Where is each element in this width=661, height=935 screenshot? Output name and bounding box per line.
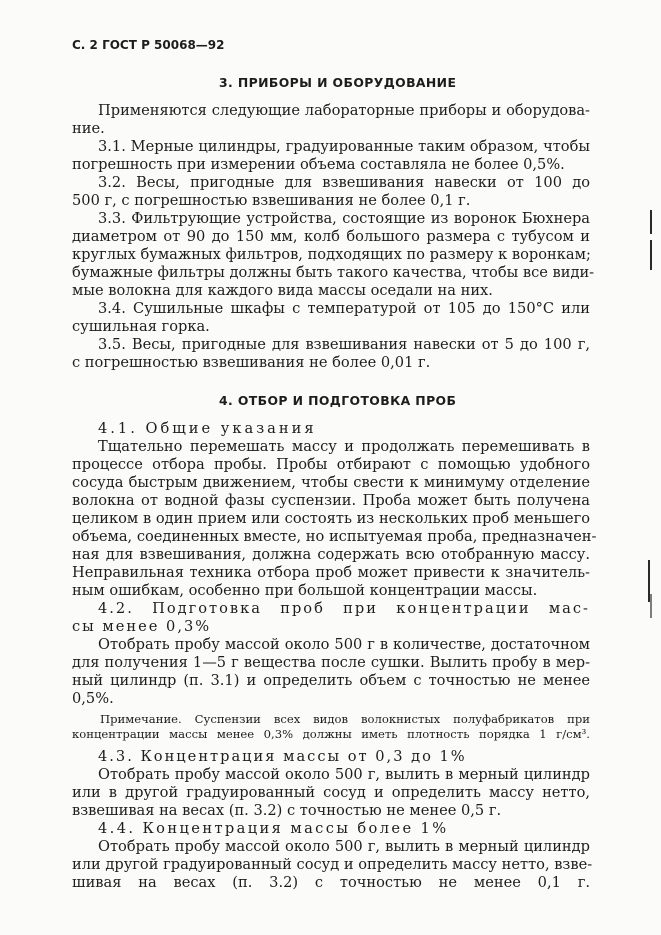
text-line: погрешность при измерении объема составляла не более 0,5%.	[72, 156, 565, 173]
subsection-title: 4.1. Общие указания	[98, 420, 317, 437]
text-line: круглых бумажных фильтров, подходящих по размеру к воронкам;	[72, 246, 591, 263]
text-line: или в другой градуированный сосуд и определить массу нетто,	[72, 784, 590, 801]
text-line: Применяются следующие лабораторные приборы и оборудова-	[98, 102, 590, 119]
section-3-heading: 3. ПРИБОРЫ И ОБОРУДОВАНИЕ	[219, 75, 457, 90]
note-line: Примечание. Суспензии всех видов волокнистых полуфабрикатов при	[100, 712, 590, 726]
text-line: или другой градуированный сосуд и определить массу нетто, взве-	[72, 856, 593, 873]
text-line: Отобрать пробу массой около 500 г в количестве, достаточном	[98, 636, 590, 653]
text-line: с погрешностью взвешивания не более 0,01 г.	[72, 354, 431, 371]
section-4-heading: 4. ОТБОР И ПОДГОТОВКА ПРОБ	[219, 393, 457, 408]
margin-revision-mark	[650, 240, 652, 270]
page-header: С. 2 ГОСТ Р 50068—92	[72, 38, 225, 52]
text-line: сосуда быстрым движением, чтобы свести к минимуму отделение	[72, 474, 590, 491]
text-line: Тщательно перемешать массу и продолжать перемешивать в	[98, 438, 590, 455]
text-line: объема, соединенных вместе, но испытуемая проба, предназначен-	[72, 528, 597, 545]
text-line: диаметром от 90 до 150 мм, колб большого размера с тубусом и	[72, 228, 590, 245]
subsection-title: 4.4. Концентрация массы более 1%	[98, 820, 449, 837]
text-line: процессе отбора пробы. Пробы отбирают с помощью удобного	[72, 456, 590, 473]
text-line: 3.3. Фильтрующие устройства, состоящие из воронок Бюхнера	[98, 210, 590, 227]
note-line: концентрации массы менее 0,3% должны иметь плотность порядка 1 г/см³.	[72, 727, 590, 741]
margin-revision-mark	[650, 594, 652, 618]
text-line: ние.	[72, 120, 105, 137]
text-line: 3.2. Весы, пригодные для взвешивания навески от 100 до	[98, 174, 590, 191]
text-line: шивая на весах (п. 3.2) с точностью не менее 0,1 г.	[72, 874, 590, 891]
text-line: ная для взвешивания, должна содержать всю отобранную массу.	[72, 546, 590, 563]
text-line: ным ошибкам, особенно при большой концентрации массы.	[72, 582, 538, 599]
text-line: ный цилиндр (п. 3.1) и определить объем с точностью не менее	[72, 672, 590, 689]
subsection-title: 4.2. Подготовка проб при концентрации мас-	[98, 600, 590, 617]
text-line: 500 г, с погрешностью взвешивания не более 0,1 г.	[72, 192, 471, 209]
text-line: для получения 1—5 г вещества после сушки. Вылить пробу в мер-	[72, 654, 590, 671]
subsection-title-cont: сы менее 0,3%	[72, 618, 212, 635]
text-line: бумажные фильтры должны быть такого качества, чтобы все види-	[72, 264, 595, 281]
text-line: 3.5. Весы, пригодные для взвешивания навески от 5 до 100 г,	[98, 336, 590, 353]
text-line: Отобрать пробу массой около 500 г, вылить в мерный цилиндр	[98, 766, 590, 783]
text-line: 3.1. Мерные цилиндры, градуированные таким образом, чтобы	[98, 138, 590, 155]
text-line: мые волокна для каждого вида массы оседали на них.	[72, 282, 493, 299]
text-line: 0,5%.	[72, 690, 114, 707]
subsection-title: 4.3. Концентрация массы от 0,3 до 1%	[98, 748, 467, 765]
margin-revision-mark	[650, 210, 652, 234]
text-line: 3.4. Сушильные шкафы с температурой от 105 до 150°C или	[98, 300, 590, 317]
text-line: Неправильная техника отбора проб может привести к значитель-	[72, 564, 590, 581]
text-line: взвешивая на весах (п. 3.2) с точностью не менее 0,5 г.	[72, 802, 502, 819]
text-line: сушильная горка.	[72, 318, 210, 335]
text-line: волокна от водной фазы суспензии. Проба может быть получена	[72, 492, 590, 509]
text-line: Отобрать пробу массой около 500 г, вылить в мерный цилиндр	[98, 838, 590, 855]
text-line: целиком в один прием или состоять из нескольких проб меньшего	[72, 510, 590, 527]
